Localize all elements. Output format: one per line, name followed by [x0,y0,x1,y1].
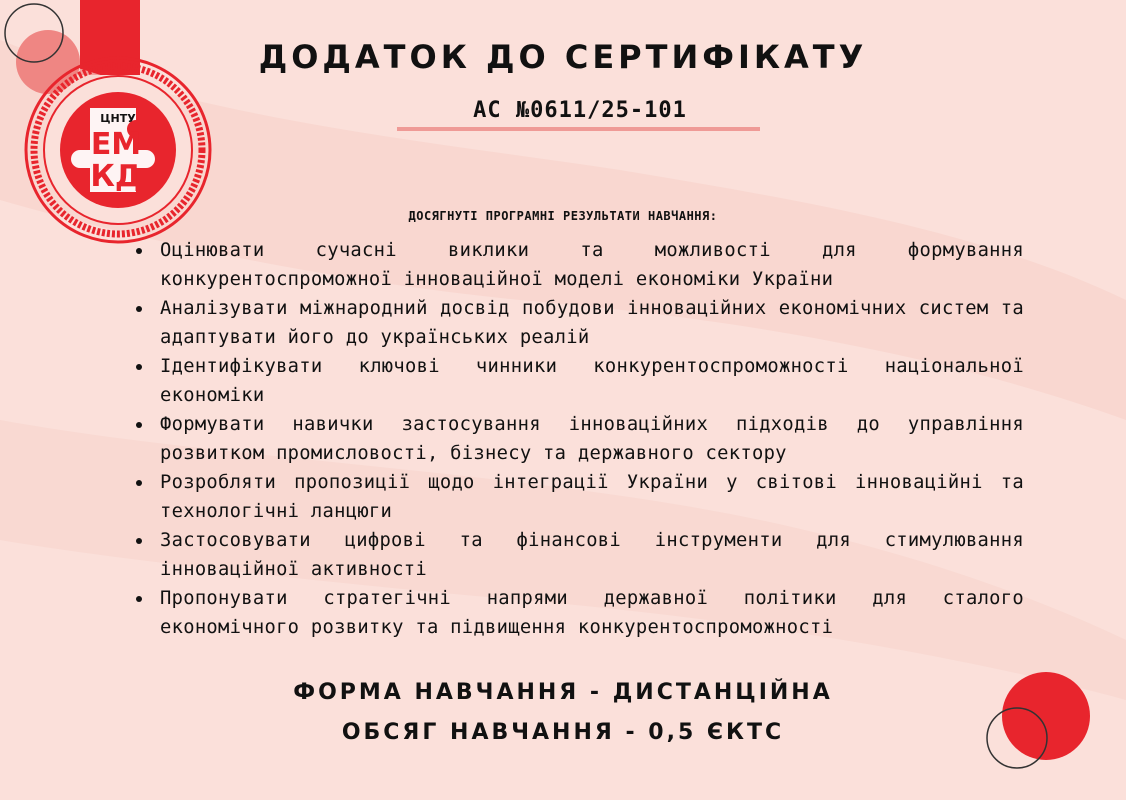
list-item: Розробляти пропозиції щодо інтеграції України у світові інноваційні та технологічні ланцюги [132,468,1024,526]
certificate-number: АС №0611/25-101 [473,98,687,123]
logo-line1-text: ЕМ [90,127,142,162]
title-underline [397,127,760,131]
study-volume: ОБСЯГ НАВЧАННЯ - 0,5 ЄКТС [341,720,785,745]
list-item: Ідентифікувати ключові чинники конкурентоспроможності національної економіки [132,352,1024,410]
list-item: Аналізувати міжнародний досвід побудови інноваційних економічних систем та адаптувати його до українських реалій [132,294,1024,352]
results-heading: ДОСЯГНУТІ ПРОГРАМНІ РЕЗУЛЬТАТИ НАВЧАННЯ: [408,209,718,223]
list-item: Пропонувати стратегічні напрями державної політики для сталого економічного розвитку та підвищення конкурентоспроможності [132,584,1024,642]
page-title: ДОДАТОК ДО СЕРТИФІКАТУ [258,38,868,76]
logo-top-text: ЦНТУ [100,112,136,125]
results-list [132,236,1024,642]
logo-line2-text: КД [90,159,142,194]
list-item: Застосовувати цифрові та фінансові інструменти для стимулювання інноваційної активності [132,526,1024,584]
list-item: Оцінювати сучасні виклики та можливості для формування конкурентоспроможної інноваційної моделі економіки України [132,236,1024,294]
list-item: Формувати навички застосування інноваційних підходів до управління розвитком промисловості, бізнесу та державного сектору [132,410,1024,468]
study-form: ФОРМА НАВЧАННЯ - ДИСТАНЦІЙНА [293,680,833,705]
